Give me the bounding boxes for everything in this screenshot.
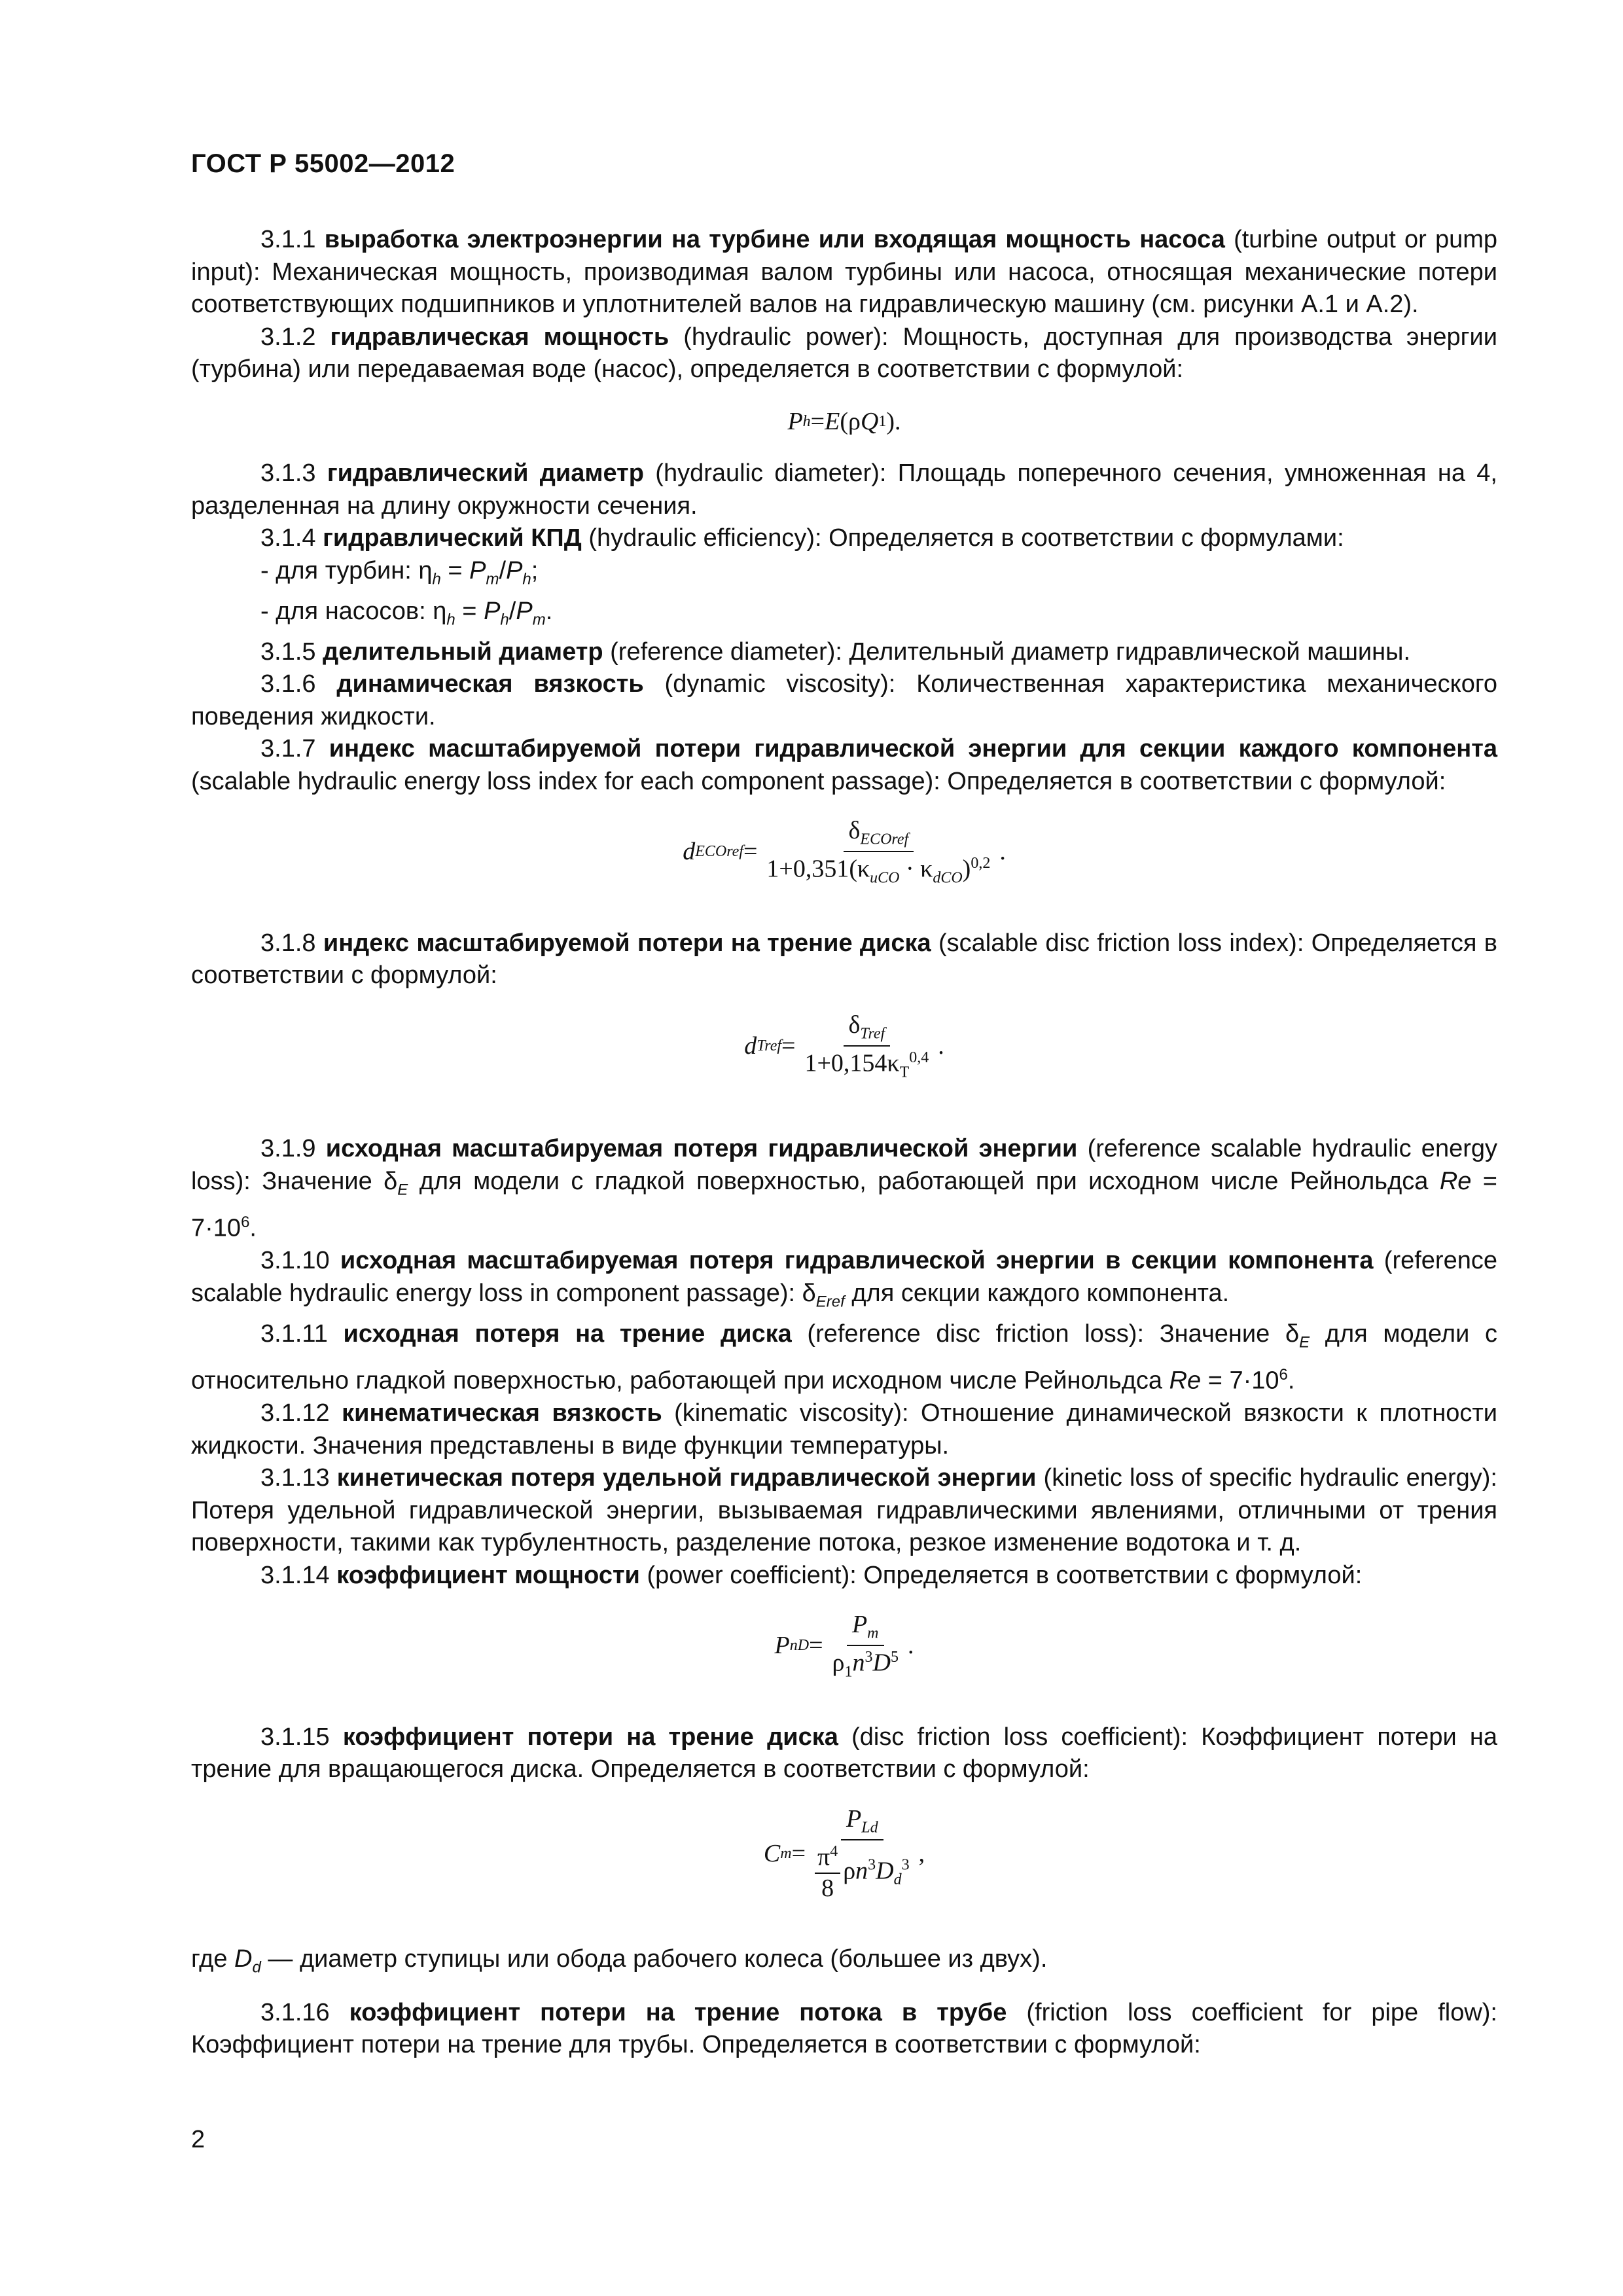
section-3-1-9: 3.1.9 исходная масштабируемая потеря гидравлической энергии (reference scalable hydraulic energy loss): Значение $\delta_E$ для модели с гладкой поверхностью, работающей при исходном числе Рейнольдса $Re = 7\cdot 10^6$. (191, 1135, 1497, 1242)
where-clause: где $D_d$ — диаметр ступицы или обода рабочего колеса (большее из двух). (191, 1945, 1048, 1977)
efficiency-pump: - для насосов: $\eta_h = P_h/P_m$. (260, 597, 553, 629)
formula-d-tref: d Tref = $\frac{\delta_{Tref}}{1+0,154\kappa_T^{0,4}}$ . (744, 1011, 944, 1081)
section-3-1-1: 3.1.1 выработка электроэнергии на турбине или входящая мощность насоса (turbine output or pump input): Механическая мощность, производимая валом турбины или насоса, относящая механические потери соответствующих подшипников и уплотнителей валов на гидравлическую машину (см. рисунки А.1 и А.2). (191, 226, 1497, 318)
fraction: $\frac{\delta_{Tref}}{1+0,154\kappa_T^{0,4}}$ (804, 1011, 929, 1081)
formula-hydraulic-power: P h = E ( ρ Q 1 ) . (787, 407, 901, 435)
document-body (191, 224, 1497, 2062)
section-3-1-10: 3.1.10 исходная масштабируемая потеря гидравлической энергии в секции компонента (reference scalable hydraulic energy loss in component passage): $\delta_{Eref}$ для секции каждого компонента. (191, 1247, 1497, 1311)
section-3-1-15: 3.1.15 коэффициент потери на трение диска (disc friction loss coefficient): Коэффициент потери на трение для вращающегося диска. Определяется в соответствии с формулой: (191, 1723, 1497, 1784)
fraction: $\frac{P_m}{\rho_1n^3D^5}$ (832, 1611, 899, 1681)
section-3-1-4: 3.1.4 гидравлический КПД (hydraulic efficiency): Определяется в соответствии с формулами: (260, 524, 1344, 552)
section-3-1-11: 3.1.11 исходная потеря на трение диска (reference disc friction loss): Значение $\delta_E$ для модели с относительно гладкой поверхностью, работающей при исходном числе Рейнольдса $Re = 7\cdot 10^6$. (191, 1319, 1498, 1395)
section-3-1-7: 3.1.7 индекс масштабируемой потери гидравлической энергии для секции каждого компонента (scalable hydraulic energy loss index for each component passage): Определяется в соответствии с формулой: (191, 735, 1498, 795)
term: исходная потеря на трение диска (343, 1319, 792, 1348)
term: исходная масштабируемая потеря гидравлической энергии (325, 1135, 1078, 1163)
formula-disc-friction-coefficient: C m = $P_{Ld}$ $\frac{\pi^4}{8}$ $\rho n^3D_d^3$ , (763, 1804, 925, 1903)
fraction: $\frac{\delta_{ECOref}}{1+0,351(\kappa_{uCO} \cdot \kappa_{dCO})^{0,2}}$ (766, 817, 991, 887)
term: динамическая вязкость (336, 670, 644, 698)
term: индекс масштабируемой потери на трение диска (323, 929, 931, 957)
section-3-1-16: 3.1.16 коэффициент потери на трение потока в трубе (friction loss coefficient for pipe flow): Коэффициент потери на трение для трубы. Определяется в соответствии с формулой: (191, 1998, 1497, 2059)
formula-power-coefficient: P nD = $\frac{P_m}{\rho_1n^3D^5}$ . (774, 1611, 914, 1681)
section-3-1-2: 3.1.2 гидравлическая мощность (hydraulic power): Мощность, доступная для производства энергии (турбина) или передаваемая воде (насос), определяется в соответствии с формулой: (191, 323, 1497, 383)
section-3-1-14: 3.1.14 коэффициент мощности (power coefficient): Определяется в соответствии с формулой: (260, 1561, 1363, 1589)
section-3-1-13: 3.1.13 кинетическая потеря удельной гидравлической энергии (kinetic loss of specific hydraulic energy): Потеря удельной гидравлической энергии, вызываемая гидравлическими явлениями, отличными от трения поверхности, такими как турбулентность, разделение потока, резкое изменение водотока и т. д. (191, 1464, 1497, 1557)
formula-d-ecoref: d ECOref = $\frac{\delta_{ECOref}}{1+0,351(\kappa_{uCO} \cdot \kappa_{dCO})^{0,2}}$ . (683, 817, 1006, 887)
term: кинематическая вязкость (342, 1399, 662, 1427)
term: гидравлический КПД (323, 524, 582, 552)
term: гидравлический диаметр (327, 459, 644, 487)
fraction: $P_{Ld}$ $\frac{\pi^4}{8}$ $\rho n^3D_d^3$ (810, 1806, 915, 1903)
page-header: ГОСТ Р 55002—2012 (191, 149, 455, 178)
term: делительный диаметр (323, 637, 603, 666)
section-3-1-5: 3.1.5 делительный диаметр (reference diameter): Делительный диаметр гидравлической машины. (260, 637, 1411, 666)
efficiency-turbine: - для турбин: $\eta_h = P_m/P_h$; (260, 556, 539, 588)
term: коэффициент потери на трение потока в трубе (349, 1998, 1007, 2026)
term: исходная масштабируемая потеря гидравлической энергии в секции компонента (340, 1247, 1374, 1275)
section-3-1-12: 3.1.12 кинематическая вязкость (kinematic viscosity): Отношение динамической вязкости к плотности жидкости. Значения представлены в виде функции температуры. (191, 1399, 1497, 1460)
page-number: 2 (191, 2126, 205, 2153)
inner-fraction: $\frac{\pi^4}{8}$ (815, 1843, 840, 1903)
section-3-1-8: 3.1.8 индекс масштабируемой потери на трение диска (scalable disc friction loss index): Определяется в соответствии с формулой: (191, 929, 1497, 990)
term: кинетическая потеря удельной гидравлической энергии (336, 1464, 1037, 1492)
term: выработка электроэнергии на турбине или входящая мощность насоса (324, 226, 1225, 253)
term: индекс масштабируемой потери гидравлической энергии для секции каждого компонента (329, 735, 1498, 763)
section-3-1-3: 3.1.3 гидравлический диаметр (hydraulic diameter): Площадь поперечного сечения, умноженная на 4, разделенная на длину окружности сечения. (191, 459, 1497, 520)
term: коэффициент потери на трение диска (342, 1723, 838, 1751)
term: коэффициент мощности (336, 1561, 640, 1589)
term: гидравлическая мощность (330, 323, 669, 351)
section-3-1-6: 3.1.6 динамическая вязкость (dynamic viscosity): Количественная характеристика механического поведения жидкости. (191, 670, 1497, 730)
